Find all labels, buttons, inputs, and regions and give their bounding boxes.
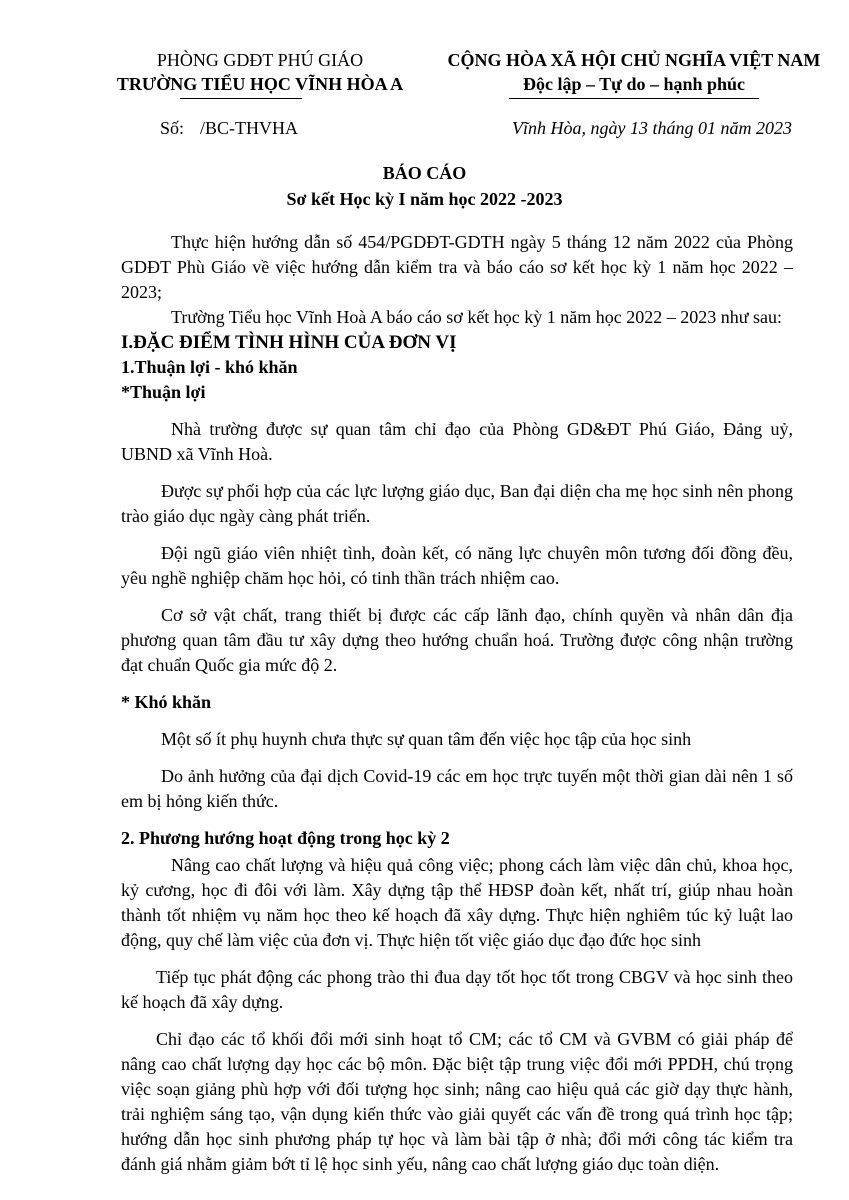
report-subtitle: Sơ kết Học kỳ I năm học 2022 -2023 [286,189,563,209]
department-name: PHÒNG GDĐT PHÚ GIÁO [156,50,364,70]
document-number-value: /BC-THVHA [200,118,299,138]
advantage-paragraph: Được sự phối hợp của các lực lượng giáo dục, Ban đại diện cha mẹ học sinh nên phong trào giáo dục ngày càng phát triển. [121,481,793,526]
issuing-authority [95,48,425,96]
section-1-heading: I.ĐẶC ĐIỂM TÌNH HÌNH CỦA ĐƠN VỊ [121,332,457,353]
report-body [121,230,793,1177]
right-header-underline [509,98,759,99]
national-heading [430,48,838,96]
advantage-paragraph: Đội ngũ giáo viên nhiệt tình, đoàn kết, có năng lực chuyên môn tương đối đồng đều, yêu nghề nghiệp chăm học hỏi, có tinh thần trách nhiệm cao. [121,543,793,588]
advantage-paragraph: Cơ sở vật chất, trang thiết bị được các cấp lãnh đạo, chính quyền và nhân dân địa phương quan tâm đầu tư xây dựng theo hướng chuẩn hoá. Trường được công nhận trường đạt chuẩn Quốc gia mức độ 2. [121,605,793,675]
report-title: BÁO CÁO [382,163,467,183]
direction-paragraph: Nâng cao chất lượng và hiệu quả công việc; phong cách làm việc dân chủ, khoa học, kỷ cương, học đi đôi với làm. Xây dựng tập thể HĐSP đoàn kết, nhất trí, giúp nhau hoàn thành tốt nhiệm vụ năm học theo kế hoạch đã xây dựng. Thực hiện nghiêm túc kỷ luật lao động, quy chế làm việc của đơn vị. Thực hiện tốt việc giáo dục đạo đức học sinh [121,855,793,950]
difficulties-heading: * Khó khăn [121,692,212,712]
intro-paragraph-2: Trường Tiểu học Vĩnh Hoà A báo cáo sơ kết học kỳ 1 năm học 2022 – 2023 như sau: [171,307,783,327]
difficulty-paragraph: Do ảnh hưởng của đại dịch Covid-19 các em học trực tuyến một thời gian dài nên 1 số em bị hỏng kiến thức. [121,766,793,811]
advantage-paragraph: Nhà trường được sự quan tâm chỉ đạo của Phòng GD&ĐT Phú Giáo, Đảng uỷ, UBND xã Vĩnh Hoà. [121,419,793,464]
direction-paragraph: Tiếp tục phát động các phong trào thi đua dạy tốt học tốt trong CBGV và học sinh theo kế hoạch đã xây dựng. [121,967,793,1012]
advantages-heading: *Thuận lợi [121,382,206,402]
direction-paragraph: Chỉ đạo các tổ khối đổi mới sinh hoạt tổ CM; các tổ CM và GVBM có giải pháp để nâng cao chất lượng dạy học các bộ môn. Đặc biệt tập trung việc đổi mới PPDH, chú trọng việc soạn giảng phù hợp với đối tượng học sinh; nâng cao hiệu quả các giờ dạy thực hành, trải nghiệm sáng tạo, vận dụng kiến thức vào giải quyết các vấn đề trong quá trình học tập; hướng dẫn học sinh phương pháp tự học và làm bài tập ở nhà; đổi mới công tác kiểm tra đánh giá nhằm giảm bớt tỉ lệ học sinh yếu, nâng cao chất lượng giáo dục toàn diện. [121,1029,793,1174]
school-name: TRƯỜNG TIỂU HỌC VĨNH HÒA A [116,74,404,94]
intro-paragraph-1: Thực hiện hướng dẫn số 454/PGDĐT-GDTH ngày 5 tháng 12 năm 2022 của Phòng GDĐT Phù Giáo về việc hướng dẫn kiểm tra và báo cáo sơ kết học kỳ 1 năm học 2022 – 2023; [121,232,793,302]
national-motto: Độc lập – Tự do – hạnh phúc [522,74,746,94]
difficulty-paragraph: Một số ít phụ huynh chưa thực sự quan tâm đến việc học tập của học sinh [161,729,692,749]
left-header-underline [180,98,302,99]
document-number [160,118,298,139]
subsection-2-heading: 2. Phương hướng hoạt động trong học kỳ 2 [121,828,450,848]
subsection-1-heading: 1.Thuận lợi - khó khăn [121,357,298,377]
document-number-label: Số: [160,118,185,138]
document-date: Vĩnh Hòa, ngày 13 tháng 01 năm 2023 [512,118,792,138]
country-name: CỘNG HÒA XÃ HỘI CHỦ NGHĨA VIỆT NAM [447,50,821,70]
